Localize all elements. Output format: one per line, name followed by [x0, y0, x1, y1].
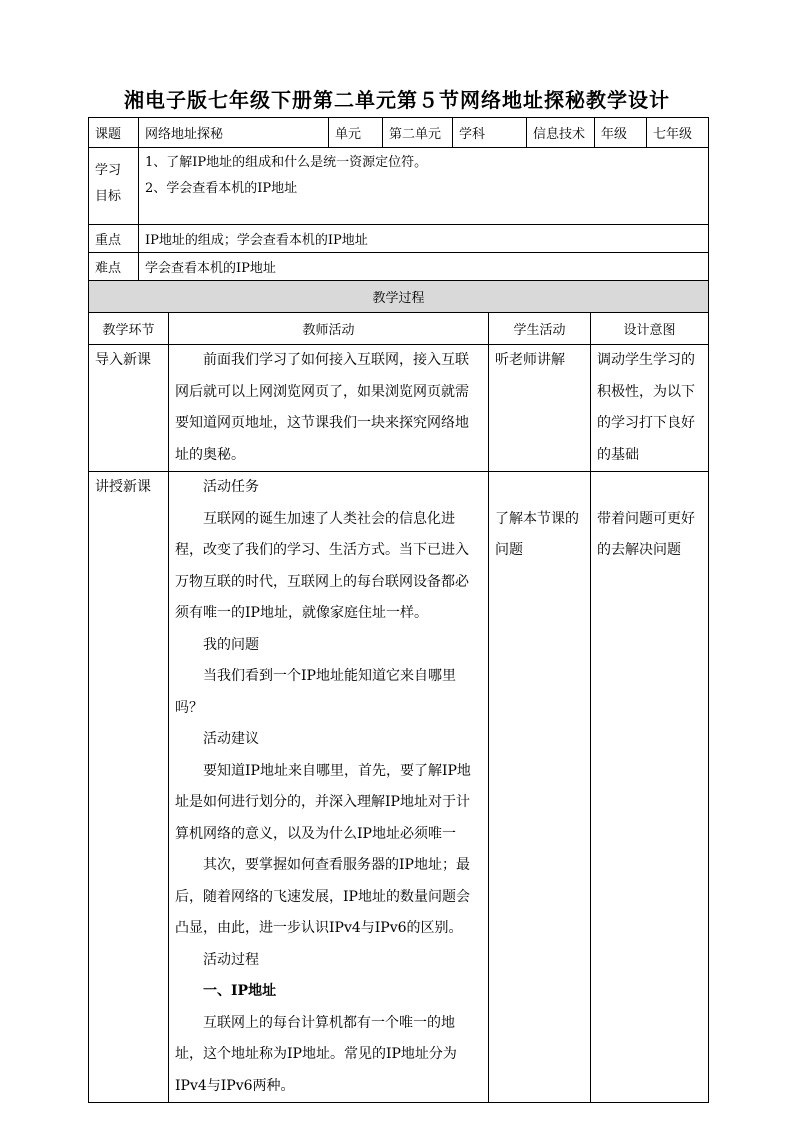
- teacher-paragraph: 前面我们学习了如何接入互联网，接入互联网后就可以上网浏览网页了，如果浏览网页就需要知道网页地址，这节课我们一块来探究网络地址的奥秘。: [175, 352, 469, 463]
- process-header: 教学过程: [89, 281, 709, 313]
- objectives-label-line1: 学习: [95, 163, 122, 178]
- objective-item: 2、学会查看本机的IP地址: [145, 181, 298, 196]
- column-student: 学生活动: [489, 313, 591, 345]
- grade-label: 年级: [595, 118, 647, 148]
- key-point-label: 重点: [89, 225, 139, 253]
- teacher-paragraph: 当我们看到一个IP地址能知道它来自哪里吗？: [175, 668, 456, 716]
- stage-intro: 导入新课: [89, 345, 169, 472]
- teaching-process-table: [88, 280, 709, 1103]
- objectives-content: [139, 148, 709, 225]
- difficulty-label: 难点: [89, 253, 139, 281]
- objective-item: 1、了解IP地址的组成和什么是统一资源定位符。: [145, 155, 428, 170]
- teacher-paragraph: 互联网上的每台计算机都有一个唯一的地址，这个地址称为IP地址。常见的IP地址分为IPv4与IPv6两种。: [175, 1014, 457, 1094]
- column-teacher: 教师活动: [169, 313, 489, 345]
- activity-task-heading: 活动任务: [203, 479, 259, 495]
- objectives-label-line2: 目标: [95, 189, 122, 204]
- difficulty-value: 学会查看本机的IP地址: [139, 253, 709, 281]
- stage-new-lesson: 讲授新课: [89, 472, 169, 1103]
- column-intent: 设计意图: [591, 313, 709, 345]
- activity-process-heading: 活动过程: [203, 951, 259, 968]
- subject-label: 学科: [453, 118, 527, 148]
- objectives-label: [89, 148, 139, 225]
- lesson-info-table: [88, 117, 709, 281]
- student-activity-text: 了解本节课的问题: [495, 510, 579, 558]
- intent-new-lesson: [591, 472, 709, 1103]
- column-stage: 教学环节: [89, 313, 169, 345]
- student-activity-new-lesson: [489, 472, 591, 1103]
- course-label: 课题: [89, 118, 139, 148]
- student-activity-intro: 听老师讲解: [489, 345, 591, 472]
- document-title: 湘电子版七年级下册第二单元第５节网络地址探秘教学设计: [124, 88, 670, 112]
- teacher-activity-new-lesson: [169, 472, 489, 1103]
- teacher-activity-intro: [169, 345, 489, 472]
- ip-address-section-heading: 一、IP地址: [203, 983, 277, 999]
- activity-suggestion-heading: 活动建议: [203, 731, 259, 747]
- subject-value: 信息技术: [527, 118, 595, 148]
- key-point-value: IP地址的组成；学会查看本机的IP地址: [139, 225, 709, 253]
- unit-label: 单元: [329, 118, 383, 148]
- intent-intro: 调动学生学习的积极性，为以下的学习打下良好的基础: [591, 345, 709, 472]
- grade-value: 七年级: [647, 118, 709, 148]
- unit-value: 第二单元: [383, 118, 453, 148]
- my-question-heading: 我的问题: [203, 636, 259, 653]
- teacher-paragraph: 互联网的诞生加速了人类社会的信息化进程，改变了我们的学习、生活方式。当下已进入万物互联的时代，互联网上的每台联网设备都必须有唯一的IP地址，就像家庭住址一样。: [175, 510, 469, 621]
- teacher-paragraph: 要知道IP地址来自哪里，首先，要了解IP地址是如何进行划分的，并深入理解IP地址对于计算机网络的意义，以及为什么IP地址必须唯一: [175, 762, 471, 842]
- intent-text: 带着问题可更好的去解决问题: [597, 510, 695, 558]
- course-value: 网络地址探秘: [139, 118, 329, 148]
- teacher-paragraph: 其次，要掌握如何查看服务器的IP地址；最后，随着网络的飞速发展，IP地址的数量问题会凸显，由此，进一步认识IPv4与IPv6的区别。: [175, 857, 470, 936]
